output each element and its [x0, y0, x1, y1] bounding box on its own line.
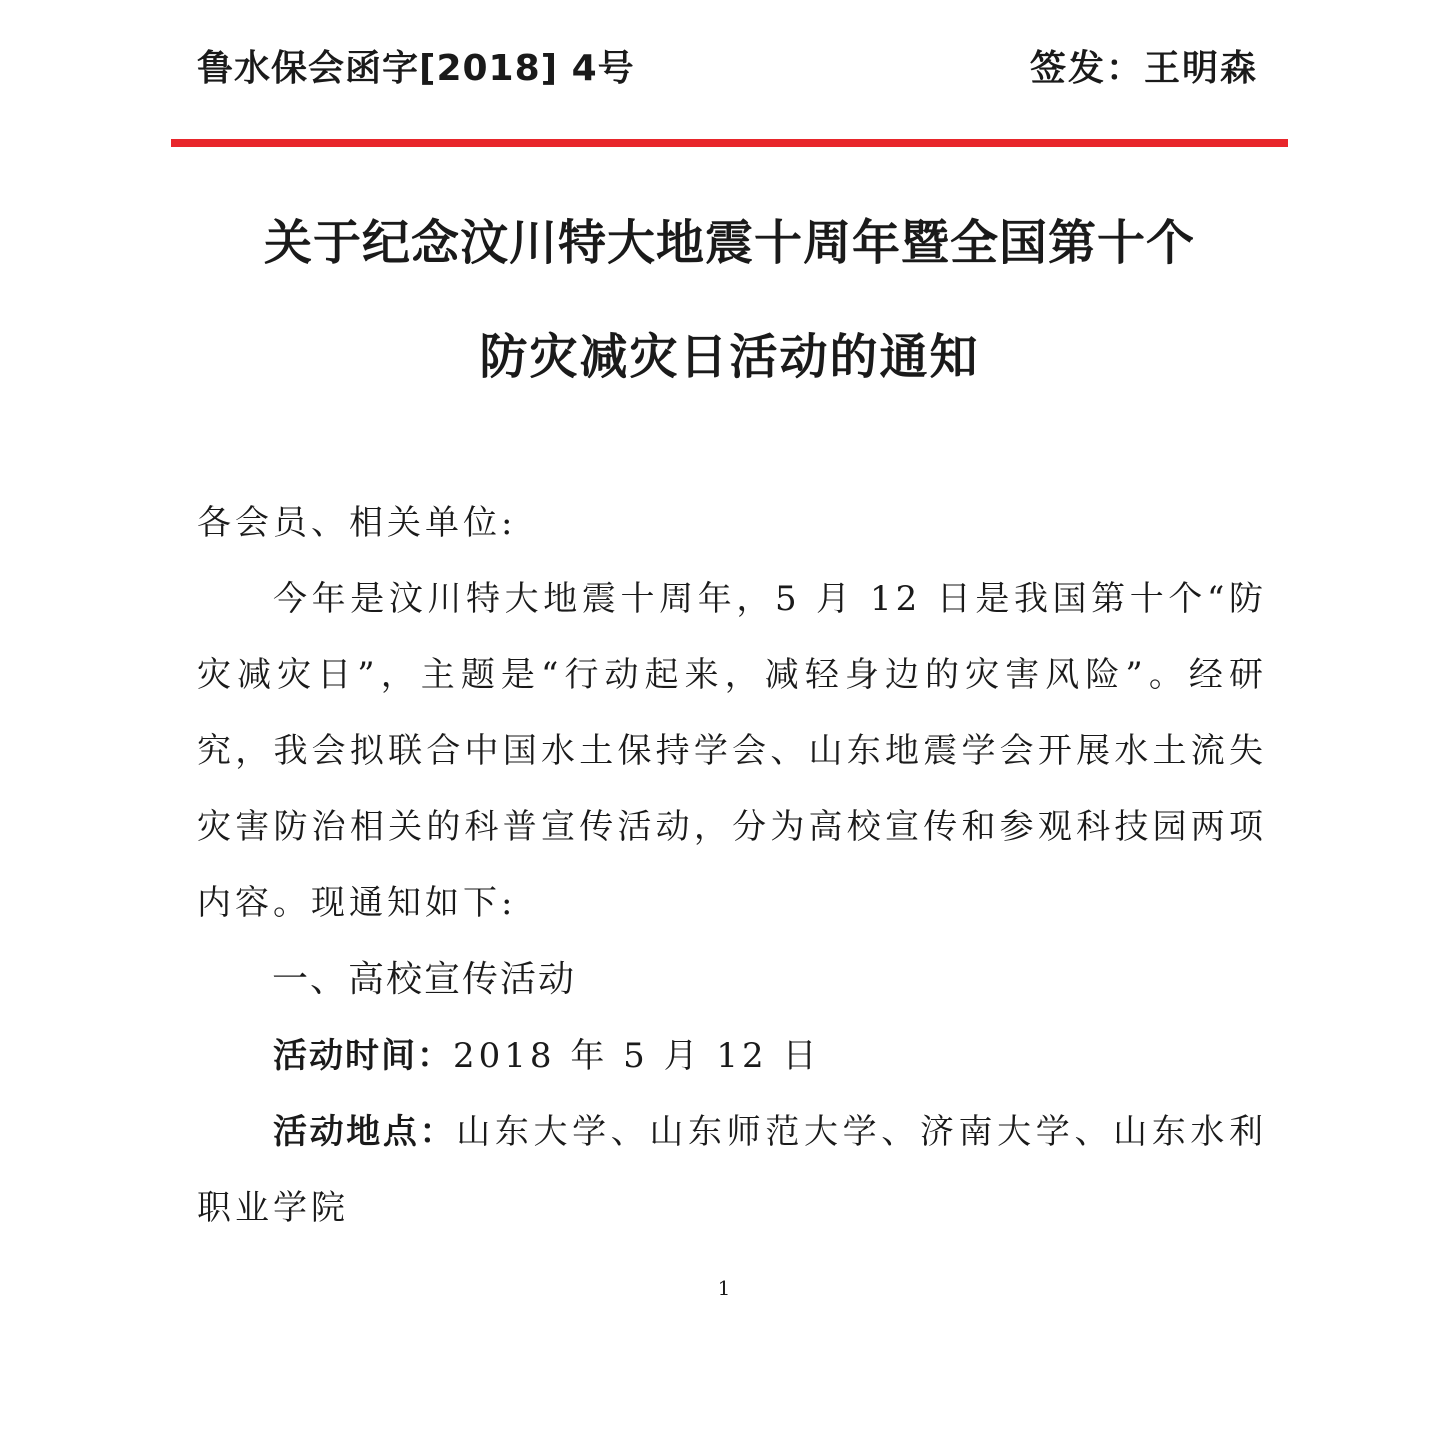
- activity-place-label: 活动地点：: [273, 1112, 457, 1152]
- activity-time: [197, 1018, 1267, 1094]
- intro-paragraph: 今年是汶川特大地震十周年，5 月 12 日是我国第十个“防灾减灾日”，主题是“行动起来，减轻身边的灾害风险”。经研究，我会拟联合中国水土保持学会、山东地震学会开展水土流失灾害防治相关的科普宣传活动，分为高校宣传和参观科技园两项内容。现通知如下:: [197, 579, 1267, 923]
- title-line-2: 防灾减灾日活动的通知: [479, 329, 980, 385]
- section-heading-campus-activity: 一、高校宣传活动: [272, 959, 577, 1000]
- salutation: 各会员、相关单位:: [197, 503, 517, 543]
- red-header-rule: [171, 139, 1288, 147]
- page-number: 1: [717, 1276, 731, 1300]
- document-number: 鲁水保会函字[2018] 4号: [197, 48, 635, 89]
- activity-place-value: 山东大学、山东师范大学、济南大学、山东水利职业学院: [197, 1112, 1268, 1228]
- title-line-1: 关于纪念汶川特大地震十周年暨全国第十个: [263, 215, 1195, 271]
- activity-time-value: 2018 年 5 月 12 日: [453, 1036, 821, 1076]
- activity-place: [197, 1094, 1267, 1246]
- signer: 签发：王明森: [1029, 48, 1258, 89]
- activity-time-label: 活动时间：: [273, 1036, 453, 1076]
